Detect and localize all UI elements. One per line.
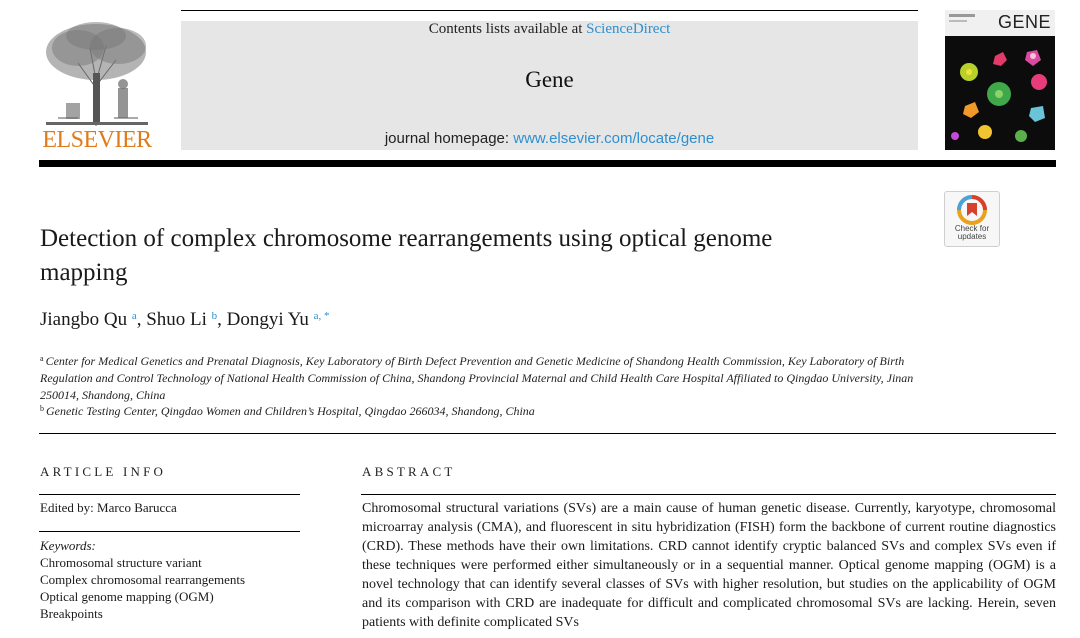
edited-by: Edited by: Marco Barucca	[40, 500, 177, 515]
keyword-item[interactable]: Optical genome mapping (OGM)	[40, 589, 214, 604]
keywords-heading: Keywords:	[40, 538, 96, 553]
check-for-updates-button[interactable]	[944, 191, 1000, 247]
cover-small-bar	[949, 14, 975, 17]
title-block-divider	[39, 433, 1056, 434]
author-list: Jiangbo Qu $^a$, Shuo Li $^b$, Dongyi Yu $^{a, *}$	[40, 309, 330, 330]
cover-small-bar	[949, 20, 967, 22]
journal-cover-thumbnail[interactable]	[945, 10, 1055, 150]
journal-name[interactable]: Gene	[525, 67, 574, 92]
header-thick-rule	[39, 160, 1056, 167]
keywords-block	[40, 537, 245, 622]
abstract-text: Chromosomal structural variations (SVs) are a main cause of human genetic disease. Currently, karyotype, chromosomal microarray analysis (CMA), and fluorescent in situ hybridization (FISH) form the backbone of current routine diagnostics (CRD). These methods have their own limitations. CRD cannot identify cryptic balanced SVs and complex SVs even if these techniques were performed either simultaneously or in a sequential manner. Optical genome mapping (OGM) is a novel technology that can identify several classes of SVs with higher resolution, but studies on the applicability of OGM and its comparison with CRD are inadequate for difficult and complicated chromosomal SVs are lacking. Herein, seven patients with definite complicated SVs	[362, 501, 1056, 630]
homepage-prefix: journal homepage:	[384, 130, 514, 147]
affiliation-marker: b	[40, 404, 44, 413]
author-affiliation-marker[interactable]: b	[211, 310, 218, 322]
keyword-item[interactable]: Complex chromosomal rearrangements	[40, 572, 246, 587]
article-info-rule	[39, 494, 300, 495]
article-title: Detection of complex chromosome rearrangements using optical genome mapping	[40, 225, 773, 286]
affiliation-a	[40, 350, 920, 404]
author-name[interactable]: Shuo Li	[146, 309, 207, 330]
cover-header	[945, 10, 1055, 36]
check-for-updates-label: Check for updates	[954, 224, 990, 241]
author-affiliation-marker[interactable]: a	[131, 310, 137, 322]
author-name[interactable]: Jiangbo Qu	[40, 309, 128, 330]
affiliation-text: Genetic Testing Center, Qingdao Women and Children’s Hospital, Qingdao 266034, Shandong, China	[46, 404, 535, 418]
crossmark-icon	[945, 194, 999, 226]
contents-line	[181, 21, 918, 38]
abstract-heading: ABSTRACT	[362, 464, 456, 479]
contents-prefix: Contents lists available at	[428, 21, 587, 37]
publisher-name[interactable]: ELSEVIER	[42, 127, 152, 153]
sciencedirect-link[interactable]: ScienceDirect	[586, 21, 671, 37]
homepage-link[interactable]: www.elsevier.com/locate/gene	[513, 130, 715, 147]
author-affiliation-marker[interactable]: a, *	[313, 310, 330, 322]
author-name[interactable]: Dongyi Yu	[226, 309, 309, 330]
article-info-heading: ARTICLE INFO	[40, 464, 167, 479]
cover-artwork	[945, 36, 1055, 150]
affiliation-marker: a	[40, 354, 44, 363]
affiliation-text: Center for Medical Genetics and Prenatal Diagnosis, Key Laboratory of Birth Defect Prevention and Genetic Medicine of Shandong Health Commission, Key Laboratory of Birth Regulation and Control Technology of National Health Commission of China, Shandong Provincial Maternal and Child Health Care Hospital Affiliated to Qingdao University, Jinan 250014, Shandong, China	[40, 354, 914, 402]
keyword-item[interactable]: Chromosomal structure variant	[40, 555, 202, 570]
keywords-rule	[39, 531, 300, 532]
tree-icon	[38, 18, 156, 128]
cover-title: GENE	[997, 12, 1051, 32]
affiliation-b	[40, 400, 920, 420]
top-rule	[181, 10, 918, 11]
keyword-item[interactable]: Breakpoints	[40, 606, 103, 621]
homepage-line	[181, 130, 918, 147]
abstract-rule	[361, 494, 1056, 495]
